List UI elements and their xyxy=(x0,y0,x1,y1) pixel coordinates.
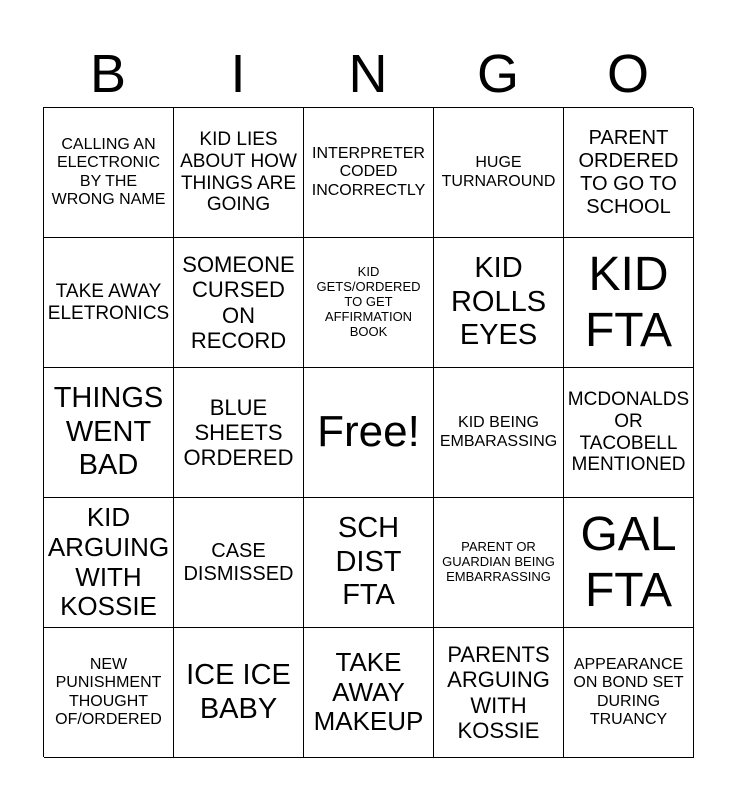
free-space[interactable] xyxy=(304,368,434,498)
bingo-cell[interactable] xyxy=(174,108,304,238)
cell-text: Free! xyxy=(317,407,420,457)
bingo-cell[interactable] xyxy=(564,238,694,368)
bingo-cell[interactable] xyxy=(434,628,564,758)
bingo-header xyxy=(43,40,693,108)
cell-text: ICE ICE BABY xyxy=(186,659,291,725)
bingo-cell[interactable] xyxy=(564,108,694,238)
bingo-cell[interactable] xyxy=(434,498,564,628)
bingo-cell[interactable] xyxy=(174,368,304,498)
bingo-cell[interactable] xyxy=(174,498,304,628)
bingo-cell[interactable] xyxy=(44,368,174,498)
cell-text: SOMEONE CURSED ON RECORD xyxy=(182,251,295,353)
cell-text: KID ROLLS EYES xyxy=(450,252,547,352)
cell-text: HUGE TURNAROUND xyxy=(441,154,556,190)
cell-text: KID LIES ABOUT HOW THINGS ARE GOING xyxy=(180,128,297,216)
cell-text: MCDONALDS OR TACOBELL MENTIONED xyxy=(567,388,690,476)
cell-text: PARENT OR GUARDIAN BEING EMBARRASSING xyxy=(442,539,555,584)
bingo-cell[interactable] xyxy=(434,368,564,498)
bingo-cell[interactable] xyxy=(434,108,564,238)
cell-text: KID GETS/ORDERED TO GET AFFIRMATION BOOK xyxy=(316,264,421,339)
bingo-cell[interactable] xyxy=(44,498,174,628)
header-letter-b: B xyxy=(89,44,127,104)
bingo-cell[interactable] xyxy=(174,628,304,758)
cell-text: CALLING AN ELECTRONIC BY THE WRONG NAME xyxy=(51,135,166,208)
header-letter-o: O xyxy=(606,44,649,104)
cell-text: TAKE AWAY ELETRONICS xyxy=(47,280,170,324)
cell-text: CASE DISMISSED xyxy=(183,539,294,585)
cell-text: THINGS WENT BAD xyxy=(53,382,164,482)
cell-text: INTERPRETER CODED INCORRECTLY xyxy=(311,144,426,199)
cell-text: GAL FTA xyxy=(580,508,677,617)
bingo-cell[interactable] xyxy=(434,238,564,368)
bingo-cell[interactable] xyxy=(44,108,174,238)
bingo-cell[interactable] xyxy=(564,628,694,758)
cell-text: APPEARANCE ON BOND SET DURING TRUANCY xyxy=(573,655,684,728)
bingo-cell[interactable] xyxy=(304,498,434,628)
bingo-cell[interactable] xyxy=(44,238,174,368)
header-letter-g: G xyxy=(476,44,519,104)
bingo-cell[interactable] xyxy=(304,628,434,758)
cell-text: KID BEING EMBARASSING xyxy=(439,414,558,450)
bingo-cell[interactable] xyxy=(304,238,434,368)
cell-text: NEW PUNISHMENT THOUGHT OF/ORDERED xyxy=(55,655,162,728)
cell-text: PARENT ORDERED TO GO TO SCHOOL xyxy=(578,126,679,218)
cell-text: TAKE AWAY MAKEUP xyxy=(313,646,424,737)
cell-text: SCH DIST FTA xyxy=(335,512,402,612)
bingo-cell[interactable] xyxy=(174,238,304,368)
bingo-cell[interactable] xyxy=(44,628,174,758)
cell-text: PARENTS ARGUING WITH KOSSIE xyxy=(447,641,550,743)
header-letter-n: N xyxy=(348,44,388,104)
cell-text: KID FTA xyxy=(584,248,673,357)
cell-text: KID ARGUING WITH KOSSIE xyxy=(47,501,170,622)
bingo-cell[interactable] xyxy=(304,108,434,238)
cell-text: BLUE SHEETS ORDERED xyxy=(183,394,294,471)
bingo-cell[interactable] xyxy=(564,498,694,628)
bingo-cell[interactable] xyxy=(564,368,694,498)
bingo-grid xyxy=(43,107,693,757)
header-letter-i: I xyxy=(230,44,246,104)
